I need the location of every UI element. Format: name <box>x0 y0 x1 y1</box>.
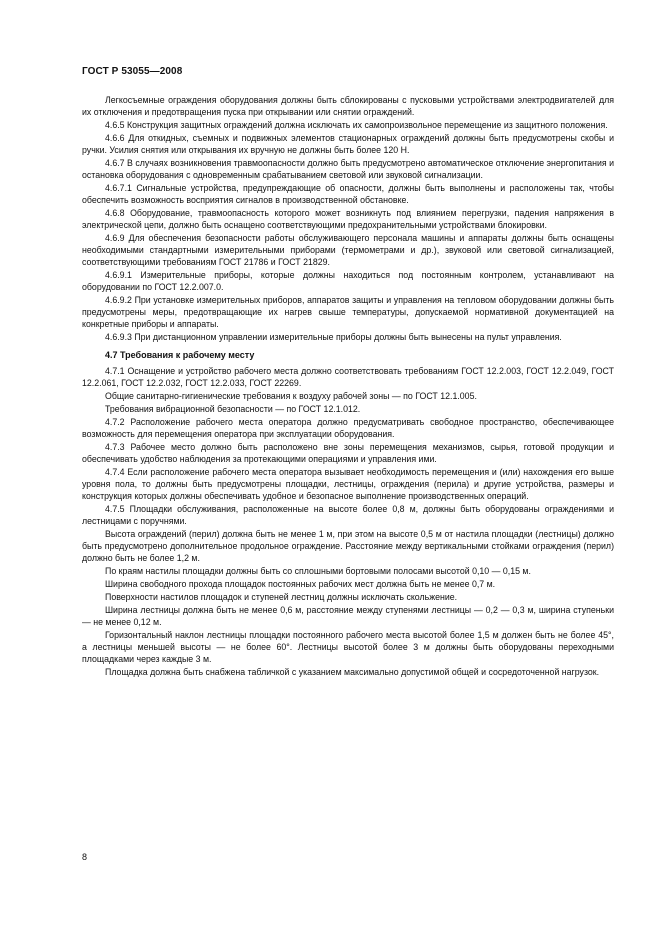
paragraph: 4.6.6 Для откидных, съемных и подвижных элементов стационарных ограждений должны быть предусмотрены скобы и ручки. Усилия снятия или открывания их вручную не должны быть более 120 Н. <box>82 133 614 155</box>
paragraph: Поверхности настилов площадок и ступеней лестниц должны исключать скольжение. <box>105 592 458 602</box>
paragraph: Горизонтальный наклон лестницы площадки постоянного рабочего места высотой более 1,5 м должен быть не более 45°, а лестницы меньшей высоты — не более 60°. Лестницы высотой более 3 м должны быть оборудованы переходными площадками через каждые 3 м. <box>82 630 614 664</box>
document-body <box>82 94 614 679</box>
document-header: ГОСТ Р 53055—2008 <box>82 66 183 77</box>
paragraph: 4.6.9.1 Измерительные приборы, которые должны находиться под постоянным контролем, устанавливают на оборудовании по ГОСТ 12.2.007.0. <box>82 270 614 292</box>
paragraph: Высота ограждений (перил) должна быть не менее 1 м, при этом на высоте 0,5 м от настила площадки (лестницы) должно быть предусмотрено дополнительное продольное ограждение. Расстояние между вертикальными стойками ограждения (перил) должно быть не более 1,2 м. <box>82 529 614 563</box>
paragraph: 4.6.9 Для обеспечения безопасности работы обслуживающего персонала машины и аппараты должны быть оснащены необходимыми стандартными измерительными приборами (термометрами и др.), звуковой или световой сигнализацией, соответствующими требованиям ГОСТ 21786 и ГОСТ 21829. <box>82 233 614 267</box>
paragraph: Ширина свободного прохода площадок постоянных рабочих мест должна быть не менее 0,7 м. <box>105 579 496 589</box>
paragraph: 4.7.3 Рабочее место должно быть расположено вне зоны перемещения механизмов, сырья, готовой продукции и обеспечивать удобство наблюдения за протекающими операциями и управления ими. <box>82 442 614 464</box>
section-heading: 4.7 Требования к рабочему месту <box>105 350 255 360</box>
paragraph: 4.6.5 Конструкция защитных ограждений должна исключать их самопроизвольное перемещение из защитного положения. <box>105 120 608 130</box>
paragraph: 4.6.7 В случаях возникновения травмоопасности должно быть предусмотрено автоматическое отключение энергопитания и остановка оборудования с одновременным срабатыванием световой или звуковой сигнализации. <box>82 158 614 180</box>
paragraph: 4.7.4 Если расположение рабочего места оператора вызывает необходимость перемещения и (или) нахождения его выше уровня пола, то должны быть предусмотрены площадки, лестницы, ограждения (перила) и другие устройства, размеры и конструкция которых должны обеспечивать удобное и безопасное выполнение производственных операций. <box>82 467 614 501</box>
paragraph: Ширина лестницы должна быть не менее 0,6 м, расстояние между ступенями лестницы — 0,2 — 0,3 м, ширина ступеньки — не менее 0,12 м. <box>82 605 614 627</box>
paragraph: 4.7.2 Расположение рабочего места оператора должно предусматривать свободное пространство, обеспечивающее возможность для перемещения оператора при эксплуатации оборудования. <box>82 417 614 439</box>
paragraph: Общие санитарно-гигиенические требования к воздуху рабочей зоны — по ГОСТ 12.1.005. <box>105 391 477 401</box>
paragraph: 4.7.5 Площадки обслуживания, расположенные на высоте более 0,8 м, должны быть оборудованы ограждениями и лестницами с поручнями. <box>82 504 614 526</box>
paragraph: Площадка должна быть снабжена табличкой с указанием максимально допустимой общей и сосредоточенной нагрузок. <box>105 667 600 677</box>
paragraph: По краям настилы площадки должны быть со сплошными бортовыми полосами высотой 0,10 — 0,15 м. <box>105 566 531 576</box>
paragraph: 4.6.8 Оборудование, травмоопасность которого может возникнуть под влиянием перегрузки, падения напряжения в электрической цепи, должно быть оснащено соответствующими предохранительными устройствами блокировки. <box>82 208 614 230</box>
paragraph: Требования вибрационной безопасности — по ГОСТ 12.1.012. <box>105 404 361 414</box>
paragraph: 4.7.1 Оснащение и устройство рабочего места должно соответствовать требованиям ГОСТ 12.2.003, ГОСТ 12.2.049, ГОСТ 12.2.061, ГОСТ 12.2.032, ГОСТ 12.2.033, ГОСТ 22269. <box>82 366 614 388</box>
section-4-6-text <box>82 94 614 343</box>
paragraph: 4.6.9.2 При установке измерительных приборов, аппаратов защиты и управления на тепловом оборудовании должны быть предусмотрены меры, предотвращающие их нагрев свыше температуры, допускаемой нормативной документацией на конкретные приборы и аппараты. <box>82 295 614 329</box>
page-number: 8 <box>82 852 88 862</box>
paragraph: 4.6.9.3 При дистанционном управлении измерительные приборы должны быть вынесены на пульт управления. <box>105 332 562 342</box>
paragraph: Легкосъемные ограждения оборудования должны быть сблокированы с пусковыми устройствами электродвигателей для их отключения и предотвращения пуска при открывании или снятии ограждений. <box>82 95 614 117</box>
section-4-7-text <box>82 365 614 678</box>
paragraph: 4.6.7.1 Сигнальные устройства, предупреждающие об опасности, должны быть выполнены и расположены так, чтобы обеспечить возможность восприятия сигналов в производственной обстановке. <box>82 183 614 205</box>
